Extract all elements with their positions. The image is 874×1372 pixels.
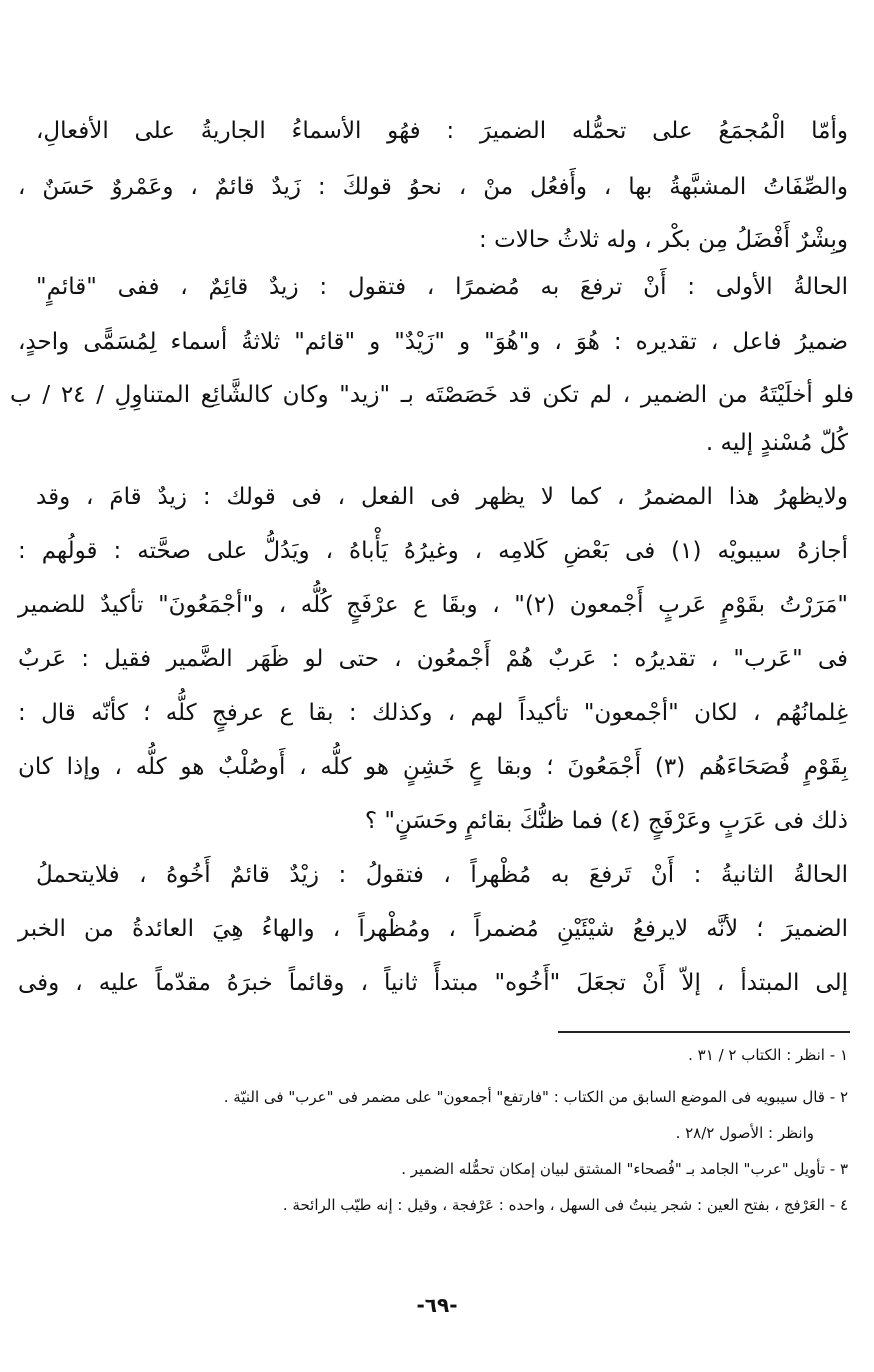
body-line-15: الحالةُ الثانيةُ : أَنْ تَرفعَ به مُظْهراً ، فتقولُ : زيْدٌ قائمٌ أَخُوهُ ، فلايتحملُ bbox=[36, 862, 848, 888]
footnote-3: ٣ - تأويل "عرب" الجامد بـ "فُصحاء" المشتق لبيان إمكان تحمُّله الضمير . bbox=[401, 1160, 848, 1178]
body-line-13: بِقَوْمٍ فُصَحَاءَهُم (٣) أَجْمَعُونَ ؛ وبقا عٍ خَشِنٍ هو كلُّه ، أَوصُلْبٌ هو كلُّه ، وإذا كان bbox=[18, 754, 848, 780]
body-line-2: والصِّفَاتُ المشبَّهةُ بها ، وأَفعُل منْ ، نحوُ قولكَ : زَيدٌ قائمٌ ، وعَمْروٌ حَسَنٌ ، bbox=[18, 174, 848, 200]
footnote-2-continuation: وانظر : الأصول ٢٨/٢ . bbox=[675, 1124, 814, 1142]
body-line-6: فلو أخلَيْتَهُ من الضمير ، لم تكن قد خَصَصْتَه بـ "زيد" وكان كالشَّائِع المتناوِلِ / ٢٤ / ب bbox=[10, 382, 854, 408]
body-line-9: أجازهُ سيبويْه (١) فى بَعْضِ كَلامِه ، وغيرُهُ يَأْباهُ ، ويَدُلُّ على صحَّته : قولُهم : bbox=[18, 538, 849, 564]
body-line-11: فى "عَرب" ، تقديرُه : عَربٌ هُمْ أَجْمعُون ، حتى لو ظَهَر الضَّمير فقيل : عَربٌ bbox=[18, 646, 848, 672]
body-line-8: ولايظهرُ هذا المضمرُ ، كما لا يظهر فى الفعل ، فى قولك : زيدٌ قامَ ، وقد bbox=[36, 484, 848, 510]
body-line-17: إلى المبتدأ ، إلاّ أَنْ تجعَلَ "أَخُوه" مبتدأً ثانياً ، وقائماً خبرَهُ مقدّماً عليه ، وفى bbox=[18, 970, 848, 996]
page-number: -٦٩- bbox=[416, 1293, 458, 1317]
body-line-1: وأمّا الْمُجمَعُ على تحمُّله الضميرَ : فهُو الأسماءُ الجاريةُ على الأفعالِ، bbox=[36, 118, 848, 144]
body-line-14: ذلك فى عَرَبٍ وعَرْفَجٍ (٤) فما ظنُّكَ بقائمٍ وحَسَنٍ" ؟ bbox=[364, 808, 848, 834]
footnote-separator bbox=[558, 1031, 850, 1033]
body-line-5: ضميرُ فاعل ، تقديره : هُوَ ، و"هُوَ" و "زَيْدٌ" و "قائم" ثلاثةُ أسماء لِمُسَمًّى واحدٍ، bbox=[18, 329, 848, 355]
body-line-16: الضميرَ ؛ لأنَّه لايرفعُ شيْئَيْنِ مُضمراً ، ومُظْهراً ، والهاءُ هِيَ العائدةُ من الخبر bbox=[18, 916, 848, 942]
footnote-4: ٤ - العَرْفج ، بفتح العين : شجر ينبتُ فى السهل ، واحده : عَرْفجة ، وقيل : إنه طيّب الرائحة . bbox=[282, 1196, 848, 1214]
footnote-1: ١ - انظر : الكتاب ٢ / ٣١ . bbox=[688, 1046, 848, 1064]
body-line-3: وبِشْرٌ أَفْضَلُ مِن بكْر ، وله ثلاثُ حالات : bbox=[479, 227, 848, 253]
body-line-7: كُلّ مُسْندٍ إليه . bbox=[705, 430, 848, 456]
body-line-10: "مَرَرْتُ بقَوْمٍ عَربٍ أَجْمعون (٢)" ، وبقَا ع عرْفَجٍ كُلُّه ، و"أجْمَعُونَ" تأكيدٌ للضمير bbox=[18, 592, 848, 618]
body-line-4: الحالةُ الأولى : أَنْ ترفعَ به مُضمرًا ، فتقول : زيدٌ قائِمٌ ، ففى "قائمٍ" bbox=[36, 274, 848, 300]
footnote-2: ٢ - قال سيبويه فى الموضع السابق من الكتاب : "فارتفع" أجمعون" على مضمر فى "عرب" فى النيّة . bbox=[223, 1088, 848, 1106]
body-line-12: غِلمانُهُم ، لكان "أجْمعون" تأكيداً لهم ، وكذلك : بقا ع عرفجٍ كلُّه ؛ كأنّه قال : bbox=[18, 700, 848, 726]
